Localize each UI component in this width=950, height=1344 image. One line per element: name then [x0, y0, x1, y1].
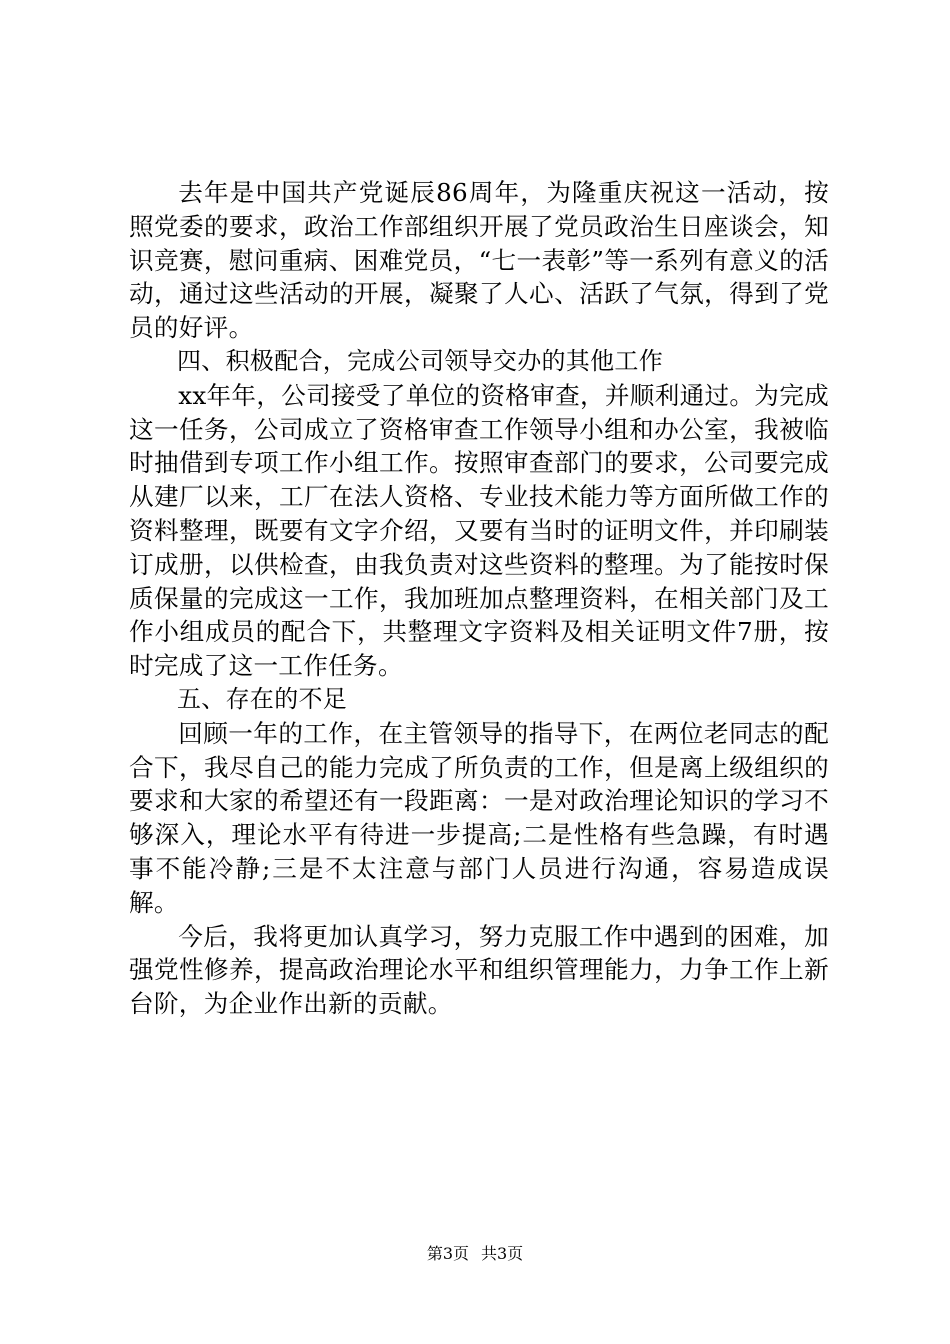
paragraph-shortcomings: 回顾一年的工作，在主管领导的指导下，在两位老同志的配合下，我尽自己的能力完成了所负责的工作，但是离上级组织的要求和大家的希望还有一段距离：一是对政治理论知识的学习不够深入，理论水平有待进一步提高;二是性格有些急躁，有时遇事不能冷静;三是不太注意与部门人员进行沟通，容易造成误解。 [129, 718, 829, 917]
paragraph-anniversary-activities: 去年是中国共产党诞辰86周年，为隆重庆祝这一活动，按照党委的要求，政治工作部组织开展了党员政治生日座谈会，知识竞赛，慰问重病、困难党员，“七一表彰”等一系列有意义的活动，通过这些活动的开展，凝聚了人心、活跃了气氛，得到了党员的好评。 [129, 178, 829, 343]
page-footer [0, 1243, 950, 1265]
paragraph-qualification-review: xx年年，公司接受了单位的资格审查，并顺利通过。为完成这一任务，公司成立了资格审查工作领导小组和办公室，我被临时抽借到专项工作小组工作。按照审查部门的要求，公司要完成从建厂以来，工厂在法人资格、专业技术能力等方面所做工作的资料整理，既要有文字介绍，又要有当时的证明文件，并印刷装订成册，以供检查，由我负责对这些资料的整理。为了能按时保质保量的完成这一工作，我加班加点整理资料，在相关部门及工作小组成员的配合下，共整理文字资料及相关证明文件7册，按时完成了这一工作任务。 [129, 380, 829, 681]
page-number-total: 共3页 [481, 1244, 524, 1263]
page-number-current: 第3页 [426, 1244, 469, 1263]
paragraph-future-plans: 今后，我将更加认真学习，努力克服工作中遇到的困难，加强党性修养，提高政治理论水平和组织管理能力，力争工作上新台阶，为企业作出新的贡献。 [129, 921, 829, 1019]
section-heading-five: 五、存在的不足 [177, 684, 348, 713]
section-heading-four: 四、积极配合，完成公司领导交办的其他工作 [177, 346, 663, 375]
document-body [129, 176, 829, 1021]
